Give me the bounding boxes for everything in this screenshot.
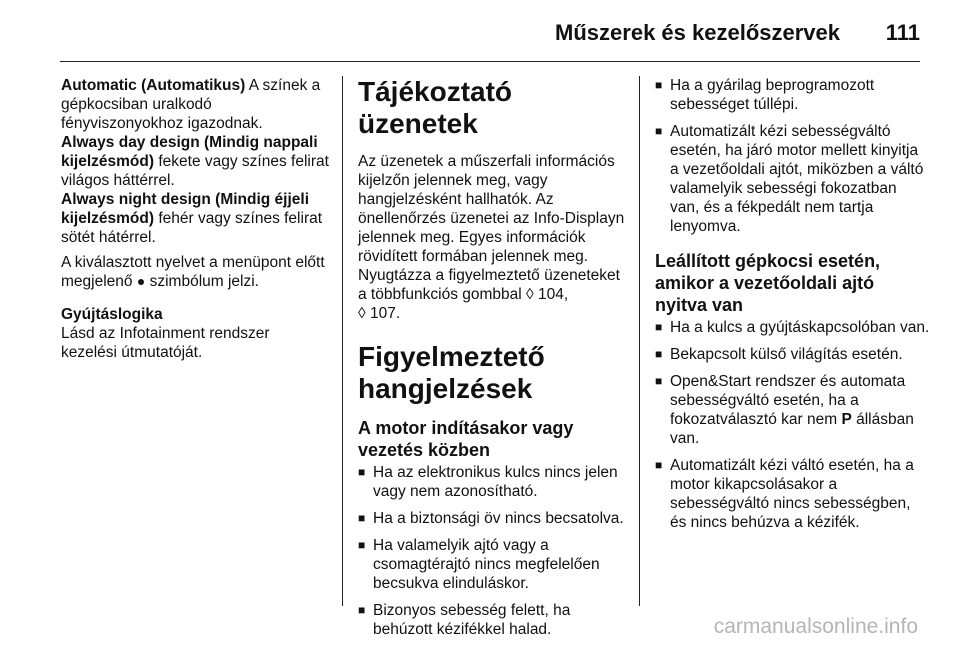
subheading-starting-driving: A motor indításakor vagy vezetés közben (358, 418, 574, 460)
paragraph-day-design: Always day design (Mindig nappali kijelzésmód) fekete vagy színes felirat világos háttérrel. (61, 134, 329, 189)
bullet-square-icon: ■ (358, 603, 366, 617)
list-item: ■ Automatizált kézi sebességváltó esetén, ha járó motor mellett kinyitja a vezetőoldali ajtót, miközben a váltó valamelyik sebességi fokozatban van, és a fékpedált nem tartja lenyomva. (655, 123, 924, 235)
heading-ignition-logic: Gyújtáslogika (61, 306, 163, 323)
selected-dot-icon: ● (136, 273, 146, 289)
paragraph-info-messages: Az üzenetek a műszerfali információs kijelzőn jelennek meg, vagy hangjelzésként hallhatók. Az önellenőrzés üzenetei az Info-Displayn jelennek meg. Egyes információk rövidített formában jelennek meg. Nyugtázza a figyelmeztető üzeneteket a többfunkciós gombbal ◊ 104, ◊ 107. (358, 153, 625, 322)
list-item: ■ Bekapcsolt külső világítás esetén. (655, 346, 903, 363)
page-reference-107[interactable]: ◊ 107. (358, 305, 401, 322)
list-item: ■ Automatizált kézi váltó esetén, ha a motor kikapcsolásakor a sebességváltó nincs sebességben, és nincs behúzva a kézifék. (655, 457, 914, 531)
list-item: ■ Ha a gyárilag beprogramozott sebességet túllépi. (655, 77, 875, 113)
column-divider-1 (342, 76, 343, 606)
column-left (61, 76, 329, 370)
bullet-list-continued (655, 76, 930, 236)
column-divider-2 (639, 76, 640, 606)
subheading-vehicle-parked: Leállított gépkocsi esetén, amikor a vezetőoldali ajtó nyitva van (655, 251, 881, 315)
bullet-square-icon: ■ (655, 458, 663, 472)
term-day-design: Always day design (Mindig nappali kijelzésmód) (61, 134, 318, 170)
list-item: ■ Bizonyos sebesség felett, ha behúzott kézifékkel halad. (358, 602, 571, 638)
watermark: carmanualsonline.info (713, 615, 918, 638)
page-reference-104[interactable]: ◊ 104, (526, 286, 569, 303)
list-item: ■ Ha a kulcs a gyújtáskapcsolóban van. (655, 319, 930, 336)
bullet-square-icon: ■ (655, 374, 663, 388)
section-heading-warning-chimes: Figyelmeztető hangjelzések (358, 341, 545, 404)
bullet-list-driving (358, 463, 626, 639)
page-header (60, 14, 920, 48)
gear-position-p: P (841, 411, 852, 428)
list-item: ■ Open&Start rendszer és automata sebességváltó esetén, ha a fokozatválasztó kar nem P állásban van. (655, 373, 914, 447)
bullet-square-icon: ■ (655, 78, 663, 92)
column-right (655, 76, 930, 542)
bullet-square-icon: ■ (655, 124, 663, 138)
bullet-square-icon: ■ (358, 465, 366, 479)
paragraph-language: A kiválasztott nyelvet a menüpont előtt megjelenő ● szimbólum jelzi. (61, 254, 325, 290)
column-middle (358, 76, 626, 649)
bullet-square-icon: ■ (655, 347, 663, 361)
bullet-square-icon: ■ (655, 320, 663, 334)
page-title: Műszerek és kezelőszervek (555, 20, 840, 45)
list-item: ■ Ha a biztonsági öv nincs becsatolva. (358, 510, 624, 527)
list-item: ■ Ha az elektronikus kulcs nincs jelen vagy nem azonosítható. (358, 464, 618, 500)
paragraph-ignition-logic: Lásd az Infotainment rendszer kezelési útmutatóját. (61, 325, 270, 361)
page-number: 111 (885, 20, 920, 45)
bullet-list-parked (655, 318, 930, 532)
section-heading-info-messages: Tájékoztató üzenetek (358, 76, 513, 139)
bullet-square-icon: ■ (358, 538, 366, 552)
paragraph-night-design: Always night design (Mindig éjjeli kijelzésmód) fehér vagy színes felirat sötét hátérrel. (61, 191, 323, 246)
term-automatic: Automatic (Automatikus) (61, 77, 246, 94)
list-item: ■ Ha valamelyik ajtó vagy a csomagtérajtó nincs megfelelően becsukva elinduláskor. (358, 537, 600, 592)
header-divider (60, 61, 920, 62)
paragraph-automatic: Automatic (Automatikus) A színek a gépkocsiban uralkodó fényviszonyokhoz igazodnak. (61, 77, 321, 132)
bullet-square-icon: ■ (358, 511, 366, 525)
term-night-design: Always night design (Mindig éjjeli kijelzésmód) (61, 191, 310, 227)
